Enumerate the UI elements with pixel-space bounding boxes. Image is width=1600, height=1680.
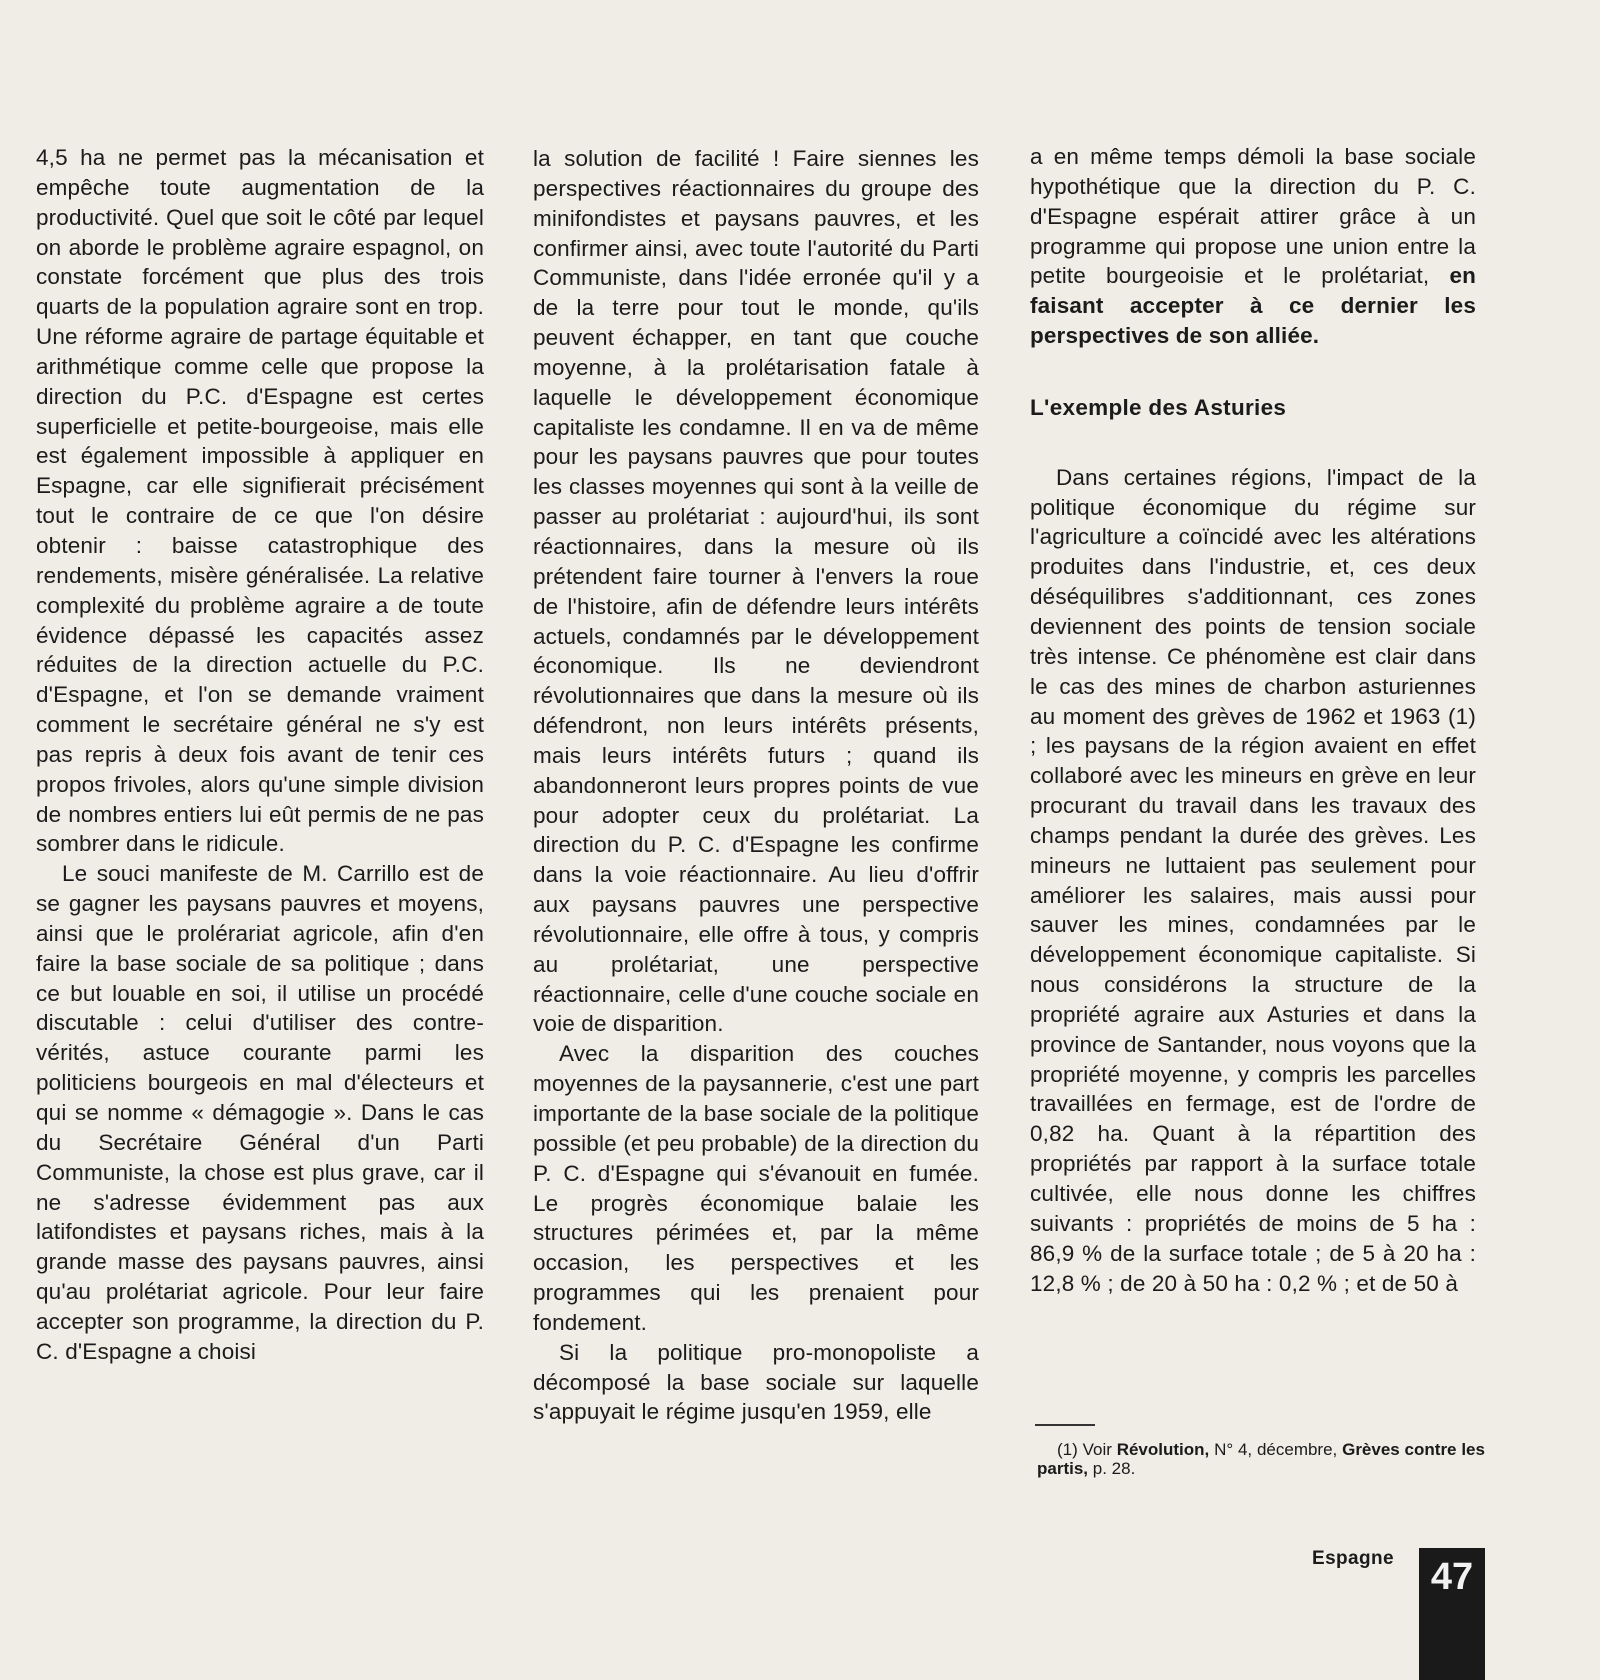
paragraph: 4,5 ha ne permet pas la mécanisation et empêche toute augmentation de la productivité. Quel que soit le côté par lequel on aborde le problème agraire espagnol, on constate forcément que plus des trois quarts de la population agraire sont en trop. Une réforme agraire de partage équitable et arithmétique comme celle que propose la direction du P.C. d'Espagne est certes superficielle et petite-bourgeoise, mais elle est également impossible à appliquer en Espagne, car elle signifierait précisément tout le contraire de ce que l'on désire obtenir : baisse catastrophique des rendements, misère généralisée. La relative complexité du problème agraire a de toute évidence dépassé les capacités assez réduites de la direction actuelle du P.C. d'Espagne, et l'on se demande vraiment comment le secrétaire général ne s'y est pas repris à deux fois avant de tenir ces propos frivoles, alors qu'une simple division de nombres entiers lui eût permis de ne pas sombrer dans le ridicule. [36, 145, 484, 857]
footnote-detail: N° 4, décembre, [1214, 1440, 1338, 1459]
text-column-2 [533, 144, 979, 1427]
footnote-page: p. 28. [1092, 1459, 1136, 1478]
paragraph [1030, 142, 1476, 351]
page-number: 47 [1430, 1556, 1474, 1598]
paragraph: Si la politique pro-monopoliste a décomposé la base sociale sur laquelle s'appuyait le régime jusqu'en 1959, elle [533, 1339, 979, 1425]
running-head: Espagne [1312, 1548, 1394, 1569]
paragraph: Le souci manifeste de M. Carrillo est de se gagner les paysans pauvres et moyens, ainsi que le prolérariat agricole, afin d'en faire la base sociale de sa politique ; dans ce but louable en soi, il utilise un procédé discutable : celui d'utiliser des contre-vérités, astuce courante parmi les politiciens bourgeois en mal d'électeurs et qui se nomme « démagogie ». Dans le cas du Secrétaire Général d'un Parti Communiste, la chose est plus grave, car il ne s'adresse évidemment pas aux latifondistes et paysans riches, mais à la grande masse des paysans pauvres, ainsi qu'au prolétariat agricole. Pour leur faire accepter son programme, la direction du P. C. d'Espagne a choisi [36, 861, 484, 1364]
section-heading: L'exemple des Asturies [1030, 394, 1287, 420]
footnote [1037, 1440, 1485, 1478]
text-column-1 [36, 143, 484, 1367]
paragraph: Avec la disparition des couches moyennes de la paysannerie, c'est une part importante de la base sociale de la politique possible (et peu probable) de la direction du P. C. d'Espagne qui s'évanouit en fumée. Le progrès économique balaie les structures périmées et, par la même occasion, les perspectives et les programmes qui les prenaient pour fondement. [533, 1041, 979, 1335]
footnote-text [1037, 1440, 1485, 1478]
paragraph-text: a en même temps démoli la base sociale hypothétique que la direction du P. C. d'Espagne espérait attirer grâce à un programme qui propose une union entre la petite bourgeoisie et le prolétariat, [1030, 144, 1476, 289]
footnote-title: Grèves contre les partis, [1037, 1440, 1485, 1478]
footnote-mark: (1) Voir [1057, 1440, 1112, 1459]
footnote-title: Révolution, [1116, 1440, 1210, 1459]
page-number-box [1419, 1548, 1485, 1680]
footnote-rule [1035, 1424, 1095, 1426]
text-column-3 [1030, 142, 1476, 1298]
paragraph: Dans certaines régions, l'impact de la politique économique du régime sur l'agriculture a coïncidé avec les altérations produites dans l'industrie, et, ces deux déséquilibres s'additionnant, ces zones deviennent des points de tension sociale très intense. Ce phénomène est clair dans le cas des mines de charbon asturiennes au moment des grèves de 1962 et 1963 (1) ; les paysans de la région avaient en effet collaboré avec les mineurs en grève en leur procurant du travail dans les travaux des champs pendant la durée des grèves. Les mineurs ne luttaient pas seulement pour améliorer les salaires, mais aussi pour sauver les mines, condamnées par le développement économique capitaliste. Si nous considérons la structure de la propriété agraire aux Asturies et dans la province de Santander, nous voyons que la propriété moyenne, y compris les parcelles travaillées en fermage, est de l'ordre de 0,82 ha. Quant à la répartition des propriétés par rapport à la surface totale cultivée, elle nous donne les chiffres suivants : propriétés de moins de 5 ha : 86,9 % de la surface totale ; de 5 à 20 ha : 12,8 % ; de 20 à 50 ha : 0,2 % ; et de 50 à [1030, 464, 1476, 1296]
emphasis-text: en faisant accepter à ce dernier les perspectives de son alliée. [1030, 263, 1476, 349]
paragraph: la solution de facilité ! Faire siennes les perspectives réactionnaires du groupe des minifondistes et paysans pauvres, et les confirmer ainsi, avec toute l'autorité du Parti Communiste, dans l'idée erronée qu'il y a de la terre pour tout le monde, qu'ils peuvent échapper, en tant que couche moyenne, à la prolétarisation fatale à laquelle le développement économique capitaliste les condamne. Il en va de même pour les paysans pauvres que pour toutes les classes moyennes qui sont à la veille de passer au prolétariat : aujourd'hui, ils sont réactionnaires, dans la mesure où ils prétendent faire tourner à l'envers la roue de l'histoire, afin de défendre leurs intérêts actuels, condamnés par le développement économique. Ils ne deviendront révolutionnaires que dans la mesure où ils défendront, non leurs intérêts présents, mais leurs intérêts futurs ; quand ils abandonneront leurs propres points de vue pour adopter ceux du prolétariat. La direction du P. C. d'Espagne les confirme dans la voie réactionnaire. Au lieu d'offrir aux paysans pauvres une perspective révolutionnaire, elle offre à tous, y compris au prolétariat, une perspective réactionnaire, celle d'une couche sociale en voie de disparition. [533, 146, 979, 1037]
